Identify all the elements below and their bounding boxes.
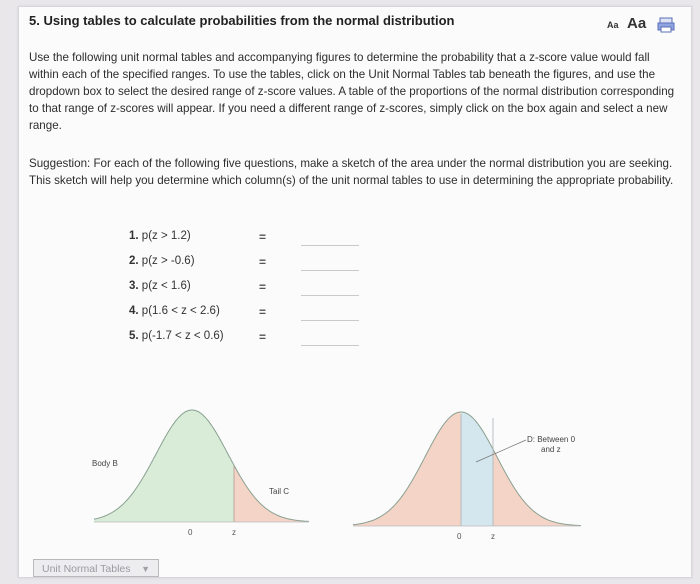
z-label: z — [232, 528, 236, 537]
tail-label: Tail C — [269, 487, 290, 496]
instructions-text: Use the following unit normal tables and accompanying figures to determine the probability that a z-score value would fall within each of the specified ranges. To use the tables, click on the Unit Normal Tables tab beneath the figures, and use the dropdown box to select the desired range of z-score values. A table of the proportions of the normal distribution corresponding to that range of z-scores will appear. If you need a different range of z-scores, simply click on the box again and select a new range. — [29, 51, 675, 132]
increase-font-button[interactable]: Aa — [627, 15, 647, 32]
answer-1-input[interactable] — [301, 231, 359, 246]
right-area — [493, 449, 581, 526]
between-label-2: and z — [541, 445, 561, 454]
equals-sign: = — [259, 255, 267, 269]
dropdown-label: Unit Normal Tables — [42, 563, 131, 575]
equals-sign: = — [259, 280, 267, 294]
z-label: z — [491, 532, 495, 541]
answer-4-input[interactable] — [301, 306, 359, 321]
left-area — [353, 412, 461, 526]
chevron-down-icon: ▼ — [141, 564, 150, 574]
between-area — [461, 412, 493, 526]
question-panel — [18, 6, 692, 578]
print-icon[interactable] — [657, 17, 675, 33]
answer-2-input[interactable] — [301, 256, 359, 271]
suggestion-text: Suggestion: For each of the following five questions, make a sketch of the area under the normal distribution you are seeking. This sketch will help you determine which column(s) of the unit normal tables to use in determining the appropriate probability. — [29, 157, 674, 187]
equals-sign: = — [259, 330, 267, 344]
body-label: Body B — [92, 459, 118, 468]
body-tail-figure — [74, 402, 324, 542]
question-2: 2. p(z > -0.6) — [129, 255, 195, 267]
answer-3-input[interactable] — [301, 281, 359, 296]
between-figure — [341, 402, 671, 542]
equals-sign: = — [259, 305, 267, 319]
answer-5-input[interactable] — [301, 331, 359, 346]
between-label: D: Between 0 — [527, 435, 576, 444]
unit-normal-tables-dropdown[interactable] — [33, 559, 159, 577]
question-3: 3. p(z < 1.6) — [129, 280, 191, 292]
equals-sign: = — [259, 230, 267, 244]
zero-label: 0 — [188, 528, 193, 537]
question-4: 4. p(1.6 < z < 2.6) — [129, 305, 220, 317]
zero-label: 0 — [457, 532, 462, 541]
question-5: 5. p(-1.7 < z < 0.6) — [129, 330, 224, 342]
decrease-font-button[interactable]: Aa — [607, 20, 619, 30]
question-1: 1. p(z > 1.2) — [129, 230, 191, 242]
question-title: 5. Using tables to calculate probabilities from the normal distribution — [29, 13, 455, 28]
